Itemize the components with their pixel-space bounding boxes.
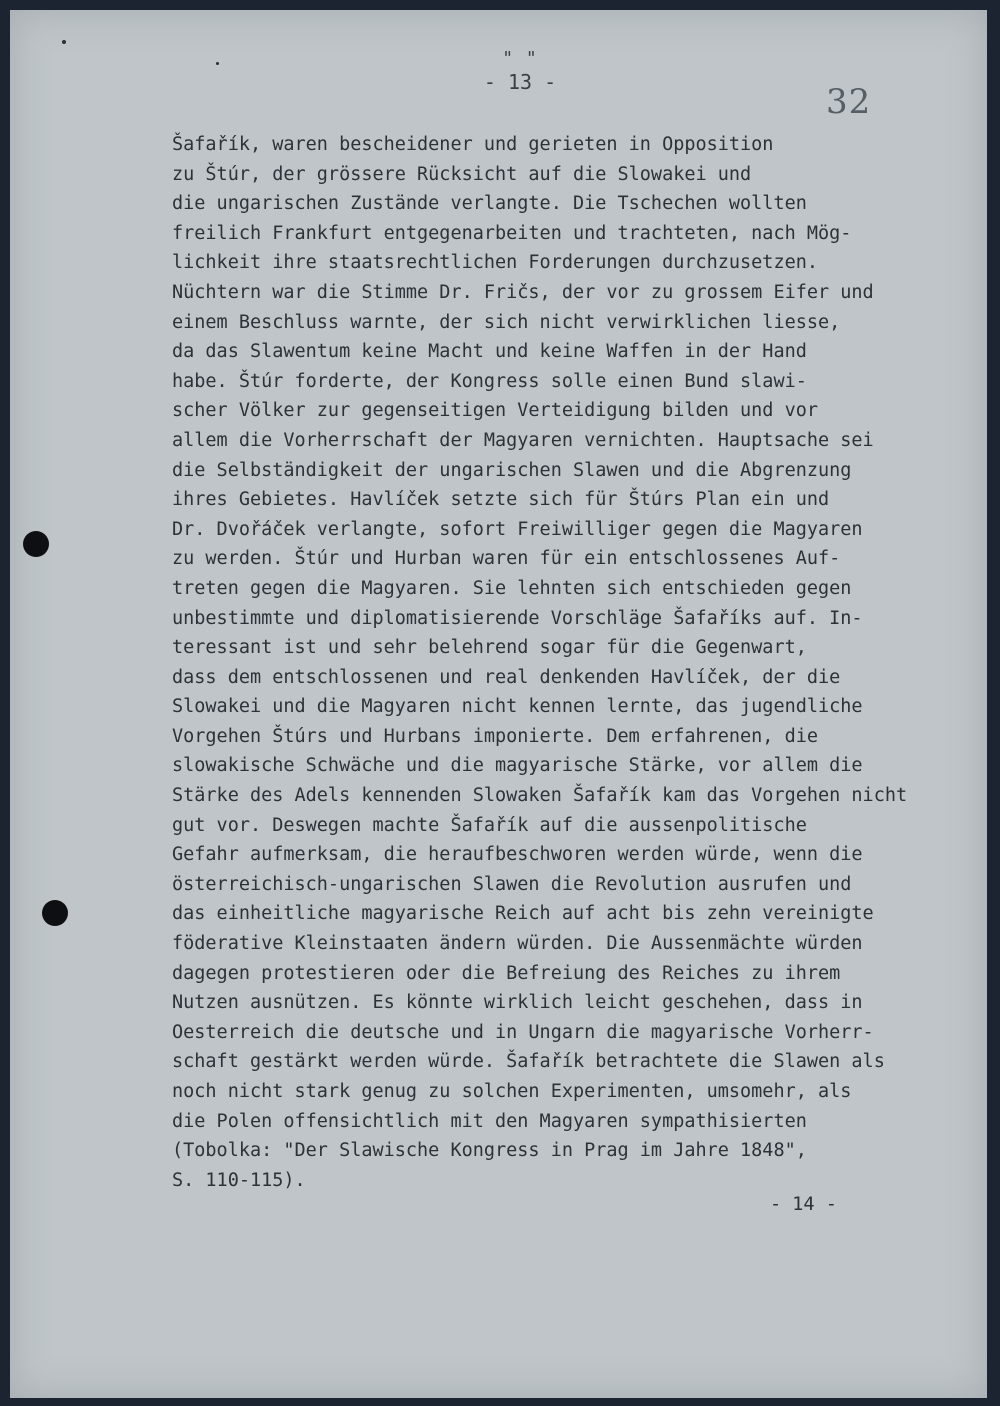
text-line: gut vor. Deswegen machte Šafařík auf die aussenpolitische <box>172 814 807 836</box>
page-number: - 13 - <box>483 70 557 94</box>
text-line: die Polen offensichtlich mit den Magyaren sympathisierten <box>172 1110 807 1132</box>
text-line: noch nicht stark genug zu solchen Experimenten, umsomehr, als <box>172 1081 852 1102</box>
next-page-mark: - 14 - <box>770 1194 837 1215</box>
text-line: föderative Kleinstaaten ändern würden. Die Aussenmächte würden <box>172 933 863 955</box>
text-line: treten gegen die Magyaren. Sie lehnten sich entschieden gegen <box>172 577 852 599</box>
punch-hole <box>23 531 49 557</box>
body-text <box>172 130 972 1195</box>
paper-speck <box>216 62 219 65</box>
text-line: die Selbständigkeit der ungarischen Slawen und die Abgrenzung <box>172 459 852 481</box>
text-line: Nüchtern war die Stimme Dr. Fričs, der vor zu grossem Eifer und <box>172 281 874 303</box>
text-line: Stärke des Adels kennenden Slowaken Šafařík kam das Vorgehen nicht <box>172 785 908 807</box>
text-line: Vorgehen Štúrs und Hurbans imponierte. Dem erfahrenen, die <box>172 725 819 747</box>
text-line: lichkeit ihre staatsrechtlichen Forderungen durchzusetzen. <box>172 252 819 274</box>
text-line: das einheitliche magyarische Reich auf acht bis zehn vereinigte <box>172 903 874 925</box>
text-line: teressant ist und sehr belehrend sogar für die Gegenwart, <box>172 637 807 659</box>
text-line: habe. Štúr forderte, der Kongress solle einen Bund slawi- <box>172 370 807 392</box>
text-line: österreichisch-ungarischen Slawen die Revolution ausrufen und <box>172 873 852 895</box>
text-line: S. 110-115). <box>172 1169 306 1191</box>
punch-hole <box>42 900 68 926</box>
text-line: Šafařík, waren bescheidener und gerieten in Opposition <box>172 134 774 155</box>
text-line: Oesterreich die deutsche und in Ungarn die magyarische Vorherr- <box>172 1021 874 1043</box>
page-top-mark: " " <box>502 48 538 69</box>
text-line: zu werden. Štúr und Hurban waren für ein entschlossenes Auf- <box>172 548 841 570</box>
text-line: einem Beschluss warnte, der sich nicht verwirklichen liesse, <box>172 311 841 333</box>
text-line: scher Völker zur gegenseitigen Verteidigung bilden und vor <box>172 400 819 422</box>
text-line: die ungarischen Zustände verlangte. Die Tschechen wollten <box>172 193 807 215</box>
text-line: dass dem entschlossenen und real denkenden Havlíček, der die <box>172 666 841 688</box>
text-line: Nutzen ausnützen. Es könnte wirklich leicht geschehen, dass in <box>172 992 863 1014</box>
text-line: unbestimmte und diplomatisierende Vorschläge Šafaříks auf. In- <box>172 607 863 629</box>
text-line: (Tobolka: "Der Slawische Kongress in Prag im Jahre 1848", <box>172 1140 807 1162</box>
text-line: slowakische Schwäche und die magyarische Stärke, vor allem die <box>172 755 863 777</box>
text-line: Slowakei und die Magyaren nicht kennen lernte, das jugendliche <box>172 696 863 718</box>
text-line: freilich Frankfurt entgegenarbeiten und trachteten, nach Mög- <box>172 222 852 244</box>
text-line: dagegen protestieren oder die Befreiung des Reiches zu ihrem <box>172 962 841 984</box>
text-line: Dr. Dvořáček verlangte, sofort Freiwilliger gegen die Magyaren <box>172 518 863 540</box>
text-line: da das Slawentum keine Macht und keine Waffen in der Hand <box>172 341 807 363</box>
paper-speck <box>62 40 66 44</box>
text-line: Gefahr aufmerksam, die heraufbeschworen werden würde, wenn die <box>172 844 863 866</box>
archive-number: 32 <box>826 82 872 122</box>
text-line: ihres Gebietes. Havlíček setzte sich für Štúrs Plan ein und <box>172 489 830 511</box>
text-line: zu Štúr, der grössere Rücksicht auf die Slowakei und <box>172 163 752 185</box>
text-line: allem die Vorherrschaft der Magyaren vernichten. Hauptsache sei <box>172 429 874 451</box>
text-line: schaft gestärkt werden würde. Šafařík betrachtete die Slawen als <box>172 1051 885 1073</box>
